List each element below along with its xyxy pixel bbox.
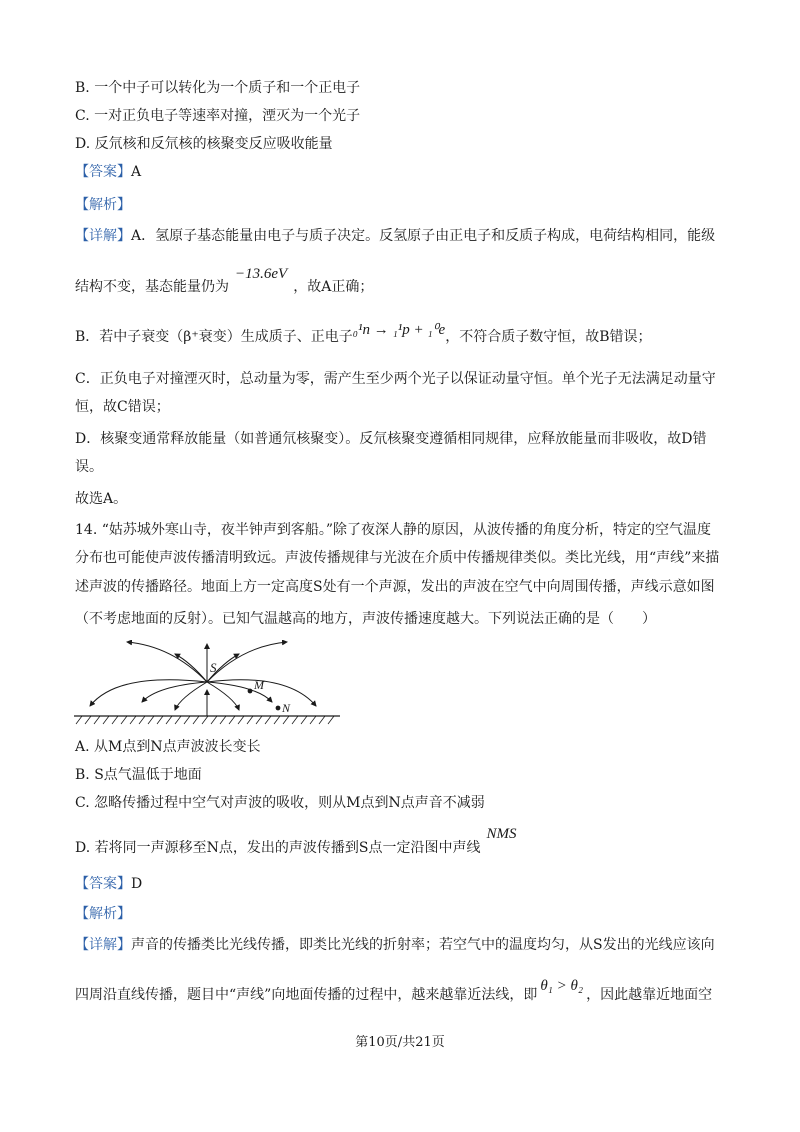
answer-2 xyxy=(75,874,142,894)
detail2-1 xyxy=(75,935,715,955)
q14-option-d xyxy=(75,826,517,858)
q14-option-a: A. 从M点到N点声波波长变长 xyxy=(75,739,261,755)
sound-ray-diagram xyxy=(72,640,352,726)
q14-line-3: 述声波的传播路径。地面上方一定高度S处有一个声源，发出的声波在空气中向周围传播，声线示意如图 xyxy=(75,579,715,595)
answer2-value: D xyxy=(131,876,143,892)
point-n xyxy=(276,706,281,711)
option-c: C. 一对正负电子等速率对撞，湮灭为一个光子 xyxy=(75,108,361,124)
detail2-2-post: ，因此越靠近地面空 xyxy=(586,987,713,1003)
detail-a2-post: ，故A正确； xyxy=(293,279,374,295)
q14-line-2: 分布也可能使声波传播清明致远。声波传播规律与光波在介质中传播规律类似。类比光线，用“声线”来描 xyxy=(75,550,720,566)
detail-b-pre: B．若中子衰变（β⁺衰变）生成质子、正电子 xyxy=(75,329,353,345)
label-n: N xyxy=(282,701,291,715)
analysis-label-1: 【解析】 xyxy=(75,197,131,213)
ray-upper-right xyxy=(207,642,287,682)
theta-relation: θ₁ > θ₂ xyxy=(540,978,584,994)
choose-line: 故选A。 xyxy=(75,491,128,507)
detail-c1: C．正负电子对撞湮灭时，总动量为零，需产生至少两个光子以保证动量守恒。单个光子无法满足动量守 xyxy=(75,371,716,387)
answer-1 xyxy=(75,162,141,182)
page-footer: 第10页/共21页 xyxy=(355,1035,445,1050)
q14-option-b: B. S点气温低于地面 xyxy=(75,767,202,783)
detail-d2: 误。 xyxy=(75,459,103,475)
ray-upper-left xyxy=(127,642,207,682)
path-nms: NMS xyxy=(486,826,517,842)
detail-d1: D．核聚变通常释放能量（如普通氘核聚变）。反氘核聚变遵循相同规律，应释放能量而非吸收，故D错 xyxy=(75,431,707,447)
ray-right-short xyxy=(207,682,239,710)
detail-c2: 恒，故C错误； xyxy=(75,399,170,415)
analysis-label-2: 【解析】 xyxy=(75,906,131,922)
point-m xyxy=(248,689,253,694)
label-s: S xyxy=(210,660,217,675)
ray-left-short xyxy=(175,682,207,710)
answer-label: 【答案】 xyxy=(75,164,131,180)
ray-left-mid xyxy=(142,682,207,702)
decay-equation: ₀¹n → ₁¹p + ₁⁰e xyxy=(352,322,446,338)
q14-option-d-text: D. 若将同一声源移至N点，发出的声波传播到S点一定沿图中声线 xyxy=(75,840,481,856)
detail-a1-text: A．氢原子基态能量由电子与质子决定。反氢原子由正电子和反质子构成，电荷结构相同，能级 xyxy=(131,228,716,244)
q14-line-4: （不考虑地面的反射）。已知气温越高的地方，声波传播速度越大。下列说法正确的是（ ） xyxy=(75,611,656,627)
detail2-2-pre: 四周沿直线传播，题目中“声线”向地面传播的过程中，越来越靠近法线，即 xyxy=(75,987,538,1003)
q14-line-1: 14. “姑苏城外寒山寺，夜半钟声到客船。”除了夜深人静的原因，从波传播的角度分析，特定的空气温度 xyxy=(75,522,712,538)
detail-b-post: ，不符合质子数守恒，故B错误； xyxy=(445,329,652,345)
detail-b xyxy=(75,322,652,347)
option-d: D. 反氘核和反氘核的核聚变反应吸收能量 xyxy=(75,136,333,152)
answer2-label: 【答案】 xyxy=(75,876,131,892)
detail2-1-text: 声音的传播类比光线传播，即类比光线的折射率；若空气中的温度均匀，从S发出的光线应该向 xyxy=(131,937,715,953)
detail2-2 xyxy=(75,978,713,1005)
answer-value: A xyxy=(131,164,142,180)
detail-a1 xyxy=(75,226,715,246)
option-b: B. 一个中子可以转化为一个质子和一个正电子 xyxy=(75,80,361,96)
detail2-label: 【详解】 xyxy=(75,937,131,953)
energy-formula: −13.6eV xyxy=(235,266,288,282)
detail-a2-pre: 结构不变，基态能量仍为 xyxy=(75,279,229,295)
label-m: M xyxy=(254,678,264,692)
detail-a2 xyxy=(75,266,374,297)
q14-option-c: C. 忽略传播过程中空气对声波的吸收，则从M点到N点声音不减弱 xyxy=(75,795,485,811)
detail-label: 【详解】 xyxy=(75,228,131,244)
